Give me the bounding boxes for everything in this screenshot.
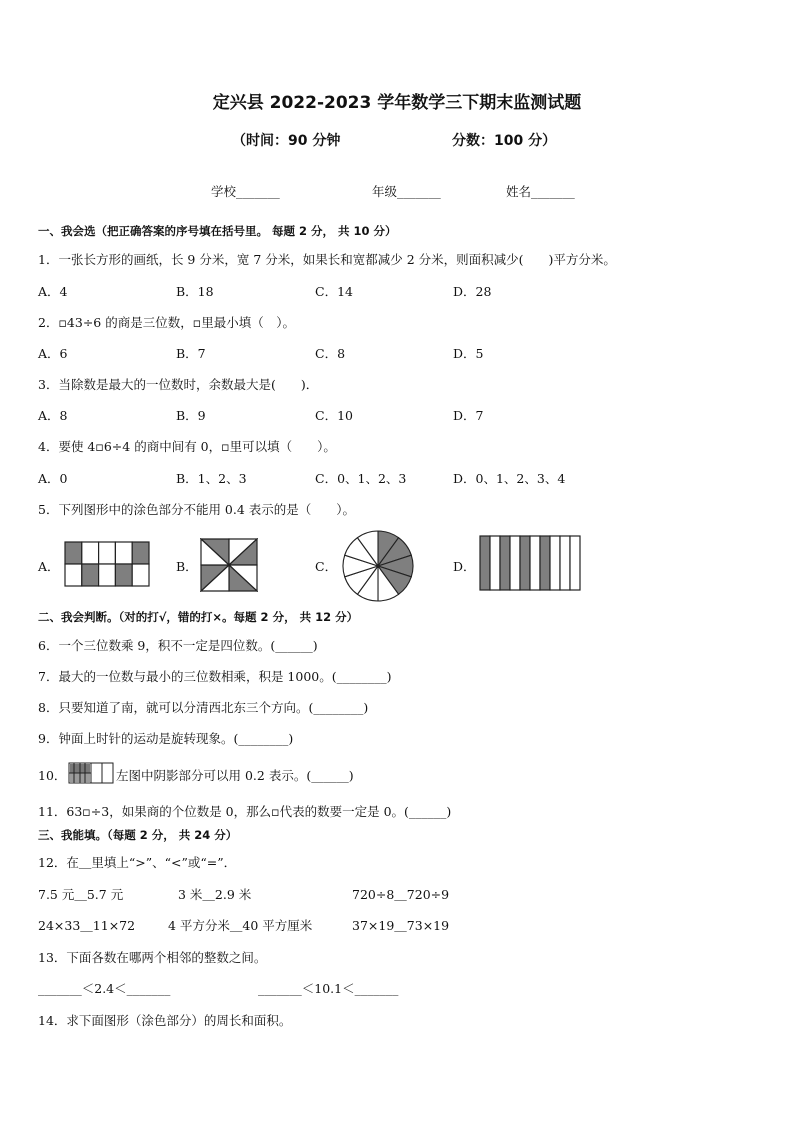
q2-option-c: C．8 — [315, 346, 346, 361]
q12-item-6: 37×19＿73×19 — [352, 918, 450, 933]
question-13: 13．下面各数在哪两个相邻的整数之间。 — [38, 950, 267, 965]
q5-option-a: A． — [38, 559, 60, 574]
question-11: 11．63▫÷3，如果商的个位数是 0，那么▫代表的数要一定是 0。(______) — [38, 804, 452, 819]
q13-blank-b: _______＜10.1＜_______ — [258, 981, 399, 996]
q1-option-c: C．14 — [315, 284, 353, 299]
exam-time: （时间：90 分钟 — [232, 133, 341, 149]
q3-option-a: A．8 — [38, 408, 68, 423]
strip — [480, 536, 490, 590]
question-12: 12．在＿里填上“>”、“<”或“=”． — [38, 855, 237, 870]
q12-item-3: 720÷8＿720÷9 — [352, 887, 450, 902]
q5-figure-b-square — [200, 538, 258, 592]
q4-option-c: C．0、1、2、3 — [315, 471, 407, 486]
q13-blank-a: _______＜2.4＜_______ — [38, 981, 171, 996]
q5-figure-d-strips — [479, 535, 581, 591]
question-6: 6．一个三位数乘 9，积不一定是四位数。(______) — [38, 638, 318, 653]
q5-option-b: B． — [176, 559, 198, 574]
q2-option-a: A．6 — [38, 346, 68, 361]
strip — [530, 536, 540, 590]
section1-heading: 一、我会选（把正确答案的序号填在括号里。 每题 2 分， 共 10 分） — [38, 224, 397, 238]
strip — [520, 536, 530, 590]
q3-option-d: D．7 — [453, 408, 484, 423]
q5-figure-c-circle — [341, 529, 415, 603]
q12-item-5: 4 平方分米＿40 平方厘米 — [168, 918, 313, 933]
section3-heading: 三、我能填。（每题 2 分， 共 24 分） — [38, 828, 238, 842]
q4-option-d: D．0、1、2、3、4 — [453, 471, 566, 486]
name-field: 姓名_______ — [506, 184, 575, 199]
strip — [570, 536, 580, 590]
question-3: 3．当除数是最大的一位数时，余数最大是( )． — [38, 377, 319, 392]
question-7: 7．最大的一位数与最小的三位数相乘，积是 1000。(________) — [38, 669, 392, 684]
q1-option-a: A．4 — [38, 284, 68, 299]
q2-option-d: D．5 — [453, 346, 484, 361]
question-5: 5．下列图形中的涂色部分不能用 0.4 表示的是（ ）。 — [38, 502, 356, 517]
strip — [500, 536, 510, 590]
question-14: 14．求下面图形（涂色部分）的周长和面积。 — [38, 1013, 292, 1028]
q1-option-d: D．28 — [453, 284, 492, 299]
q12-item-2: 3 米＿2.9 米 — [178, 887, 252, 902]
q5-figure-a-grid — [64, 541, 150, 587]
strip — [490, 536, 500, 590]
question-10-number: 10． — [38, 768, 67, 783]
q1-option-b: B．18 — [176, 284, 214, 299]
strip — [510, 536, 520, 590]
question-4: 4．要使 4▫6÷4 的商中间有 0，▫里可以填（ ）。 — [38, 439, 336, 454]
q12-item-4: 24×33＿11×72 — [38, 918, 136, 933]
strip — [560, 536, 570, 590]
page-title: 定兴县 2022-2023 学年数学三下期末监测试题 — [212, 93, 582, 113]
school-field: 学校_______ — [211, 184, 280, 199]
q2-option-b: B．7 — [176, 346, 206, 361]
q3-option-c: C．10 — [315, 408, 353, 423]
q4-option-b: B．1、2、3 — [176, 471, 247, 486]
question-8: 8．只要知道了南，就可以分清西北东三个方向。(________) — [38, 700, 369, 715]
q5-option-d: D． — [453, 559, 476, 574]
q12-item-1: 7.5 元＿5.7 元 — [38, 887, 124, 902]
q3-option-b: B．9 — [176, 408, 206, 423]
question-1: 1．一张长方形的画纸，长 9 分米，宽 7 分米，如果长和宽都减少 2 分米，则面积减少( )平方分米。 — [38, 252, 616, 267]
question-9: 9．钟面上时针的运动是旋转现象。(________) — [38, 731, 294, 746]
q5-option-c: C． — [315, 559, 338, 574]
strip — [540, 536, 550, 590]
question-10-text: 左图中阴影部分可以用 0.2 表示。(______) — [116, 768, 354, 783]
grade-field: 年级_______ — [372, 184, 441, 199]
exam-score: 分数：100 分） — [452, 133, 557, 149]
question-2: 2．▫43÷6 的商是三位数，▫里最小填（ ）。 — [38, 315, 295, 330]
strip — [550, 536, 560, 590]
q4-option-a: A．0 — [38, 471, 68, 486]
q10-figure-bar — [68, 762, 114, 784]
section2-heading: 二、我会判断。（对的打√，错的打×。每题 2 分， 共 12 分） — [38, 610, 359, 624]
